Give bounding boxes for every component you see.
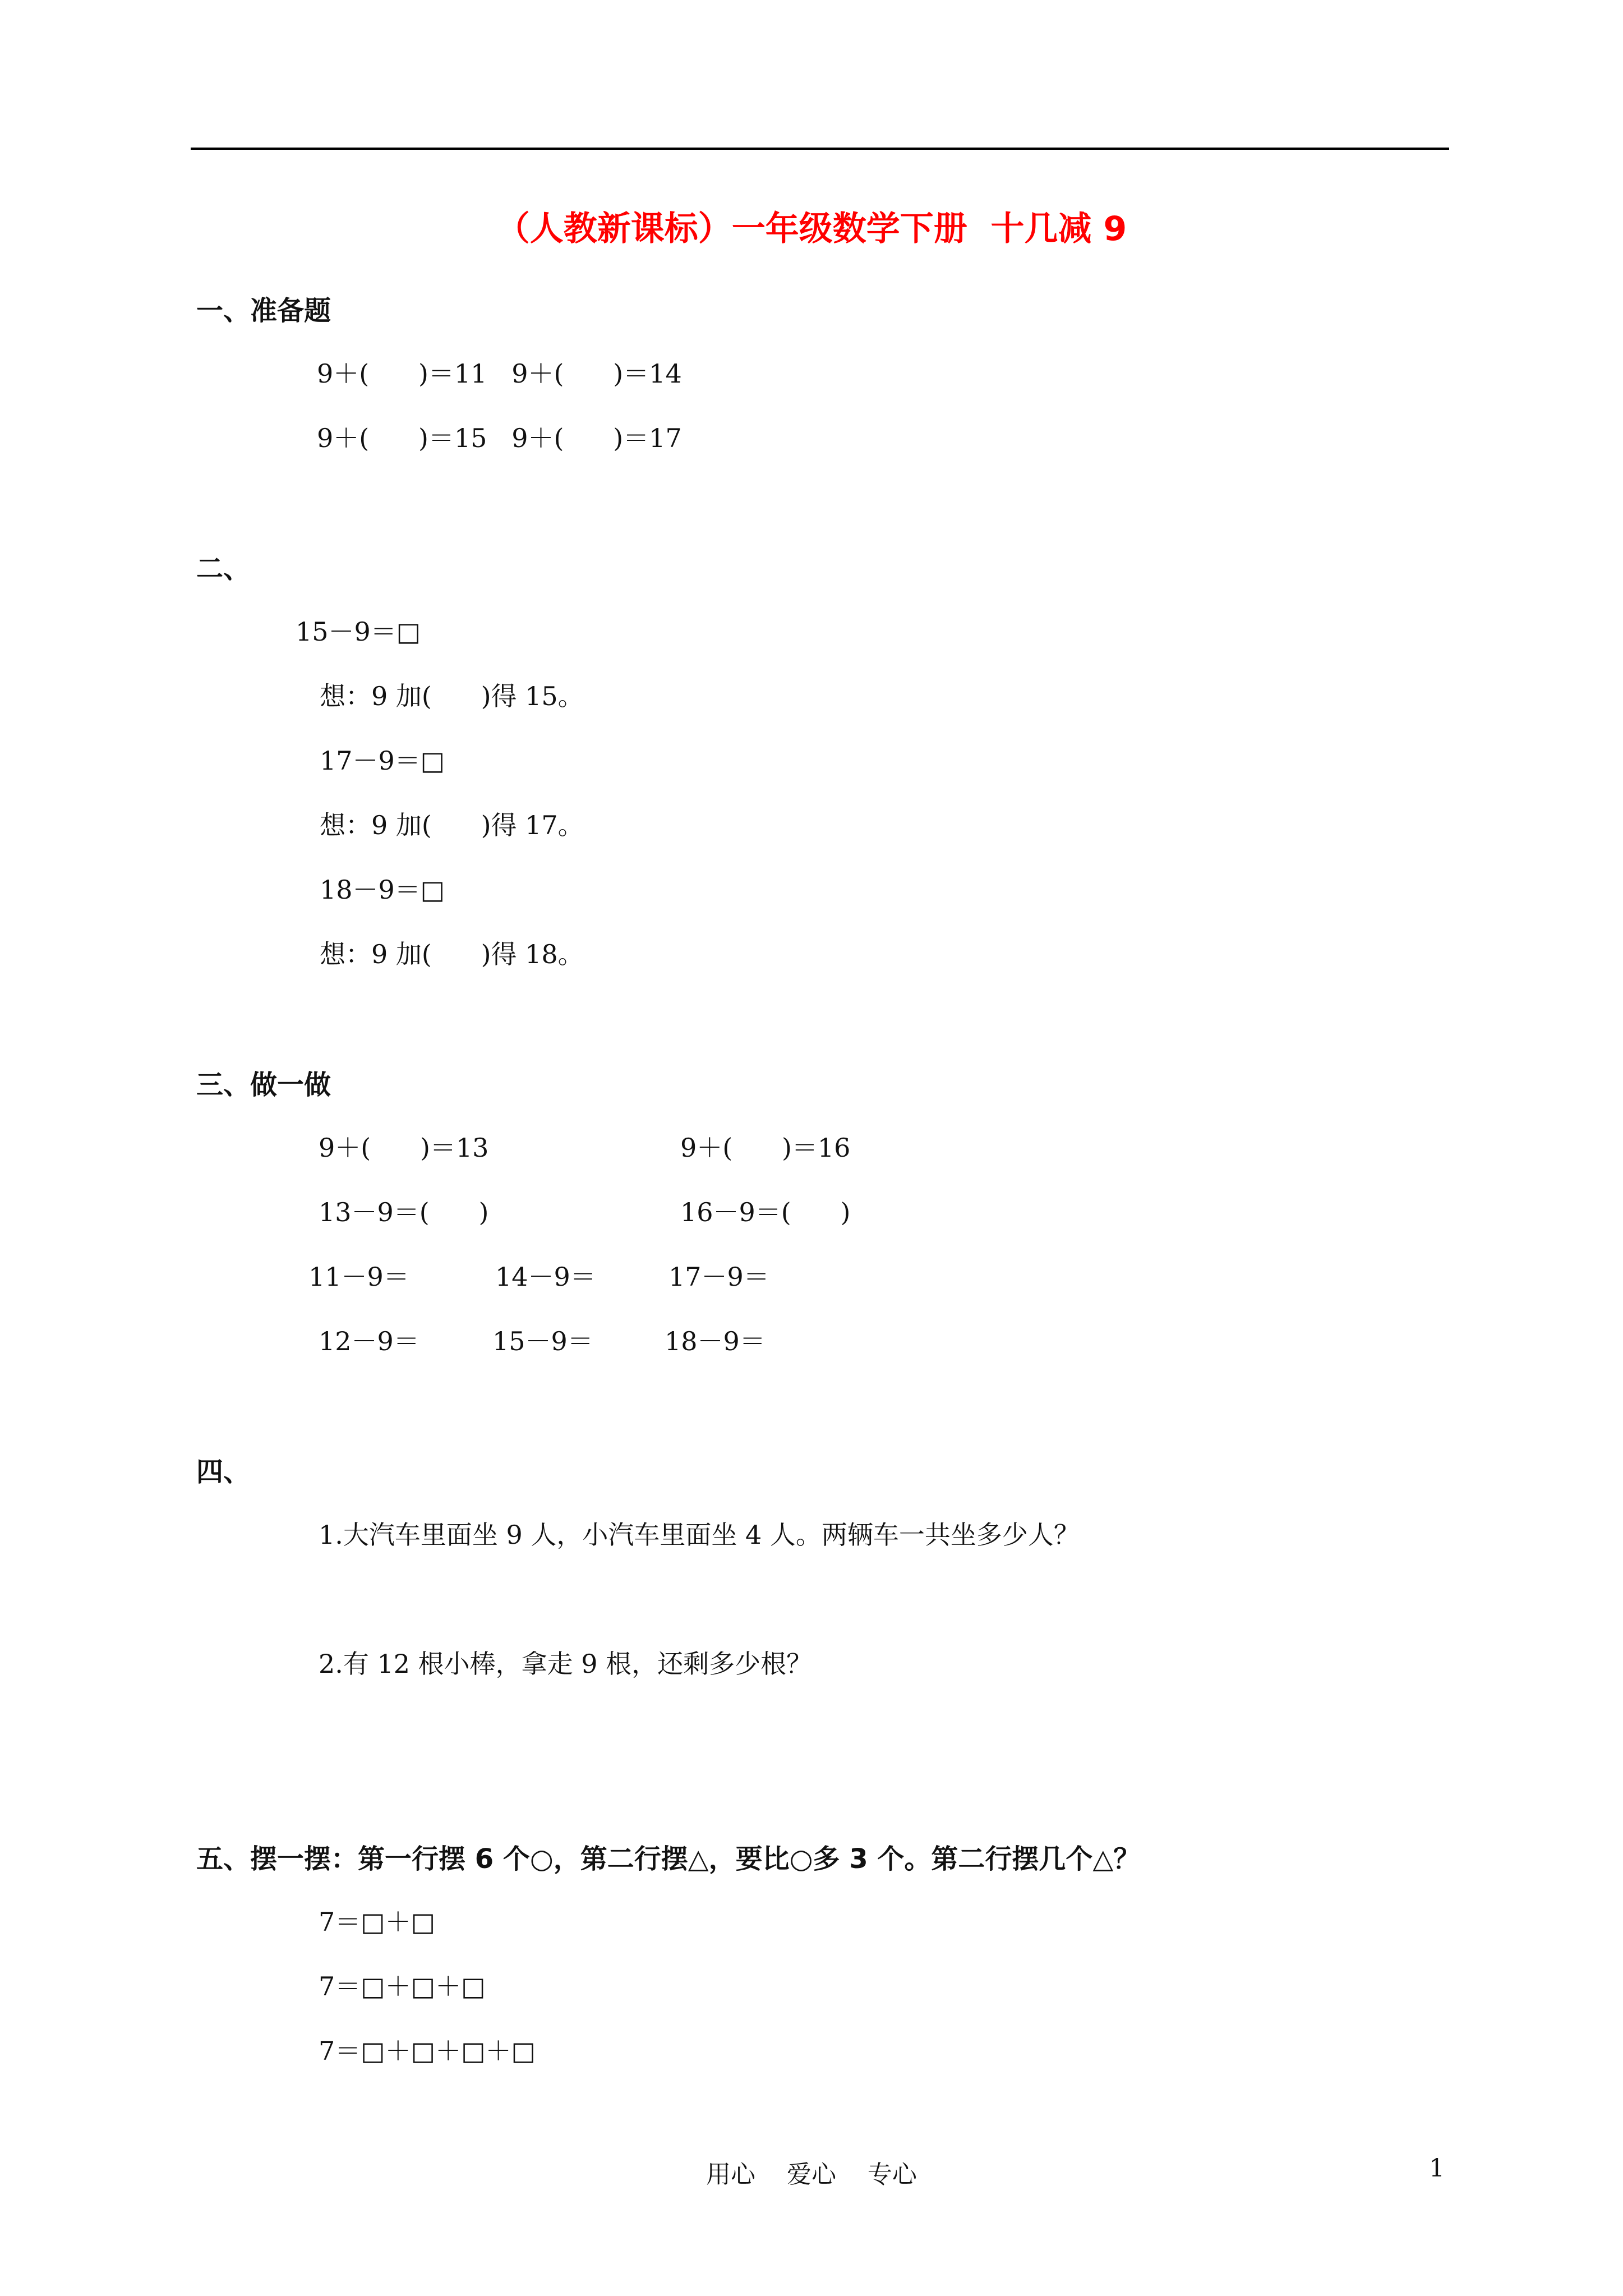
section-3-row-4-col-1: 12－9＝: [319, 1326, 419, 1356]
section-1-line-2: 9＋( )＝15 9＋( )＝17: [317, 423, 682, 453]
page-number: 1: [1429, 2154, 1445, 2183]
section-3-row-1-col-1: 9＋( )＝13: [319, 1133, 489, 1163]
section-2-heading: 二、: [196, 553, 251, 585]
section-2-line-5: 18－9＝□: [320, 875, 445, 905]
section-5-line-1: 7＝□＋□: [319, 1907, 436, 1937]
section-2-line-4: 想：9 加( )得 17。: [320, 810, 584, 840]
section-1-line-1: 9＋( )＝11 9＋( )＝14: [317, 358, 682, 389]
footer-text: 用心 爱心 专心: [706, 2160, 917, 2189]
section-3-row-4-col-3: 18－9＝: [665, 1326, 766, 1356]
section-3-heading: 三、做一做: [196, 1069, 331, 1101]
section-5-line-3: 7＝□＋□＋□＋□: [319, 2036, 536, 2066]
section-4-question-2: 2.有 12 根小棒，拿走 9 根，还剩多少根？: [319, 1649, 813, 1679]
section-3-row-4-col-2: 15－9＝: [492, 1326, 593, 1356]
section-4-heading: 四、: [196, 1456, 251, 1488]
section-4-question-1: 1.大汽车里面坐 9 人，小汽车里面坐 4 人。两辆车一共坐多少人？: [319, 1520, 1080, 1550]
section-3-row-3-col-1: 11－9＝: [308, 1262, 409, 1292]
section-3-row-2-col-2: 16－9＝( ): [680, 1197, 851, 1227]
section-2-line-6: 想：9 加( )得 18。: [320, 939, 584, 969]
section-1-heading: 一、准备题: [196, 295, 331, 326]
section-3-row-1-col-2: 9＋( )＝16: [680, 1133, 851, 1163]
section-3-row-3-col-2: 14－9＝: [495, 1262, 596, 1292]
section-2-line-2: 想：9 加( )得 15。: [320, 681, 584, 711]
section-5-line-2: 7＝□＋□＋□: [319, 1971, 486, 2001]
header-rule: [191, 148, 1449, 150]
section-2-line-3: 17－9＝□: [320, 746, 445, 776]
section-3-row-3-col-3: 17－9＝: [668, 1262, 769, 1292]
page-title: （人教新课标）一年级数学下册 十几减 9: [496, 209, 1127, 249]
section-2-line-1: 15－9＝□: [296, 616, 421, 647]
section-5-heading: 五、摆一摆：第一行摆 6 个○，第二行摆△，要比○多 3 个。第二行摆几个△？: [196, 1843, 1141, 1875]
section-3-row-2-col-1: 13－9＝( ): [319, 1197, 489, 1227]
